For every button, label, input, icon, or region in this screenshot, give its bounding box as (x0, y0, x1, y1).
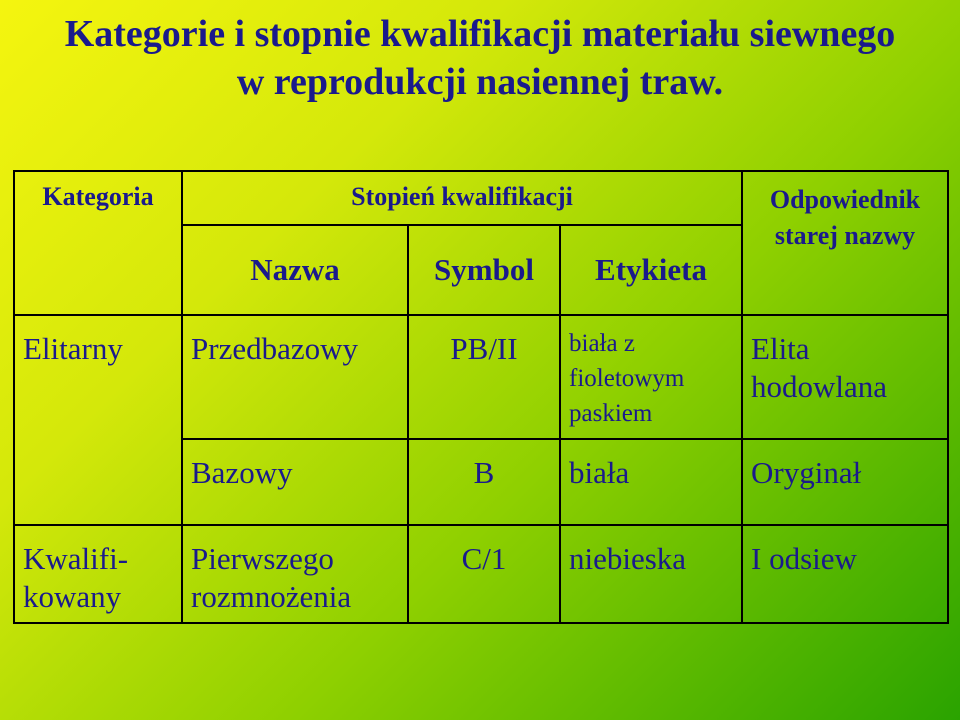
title-line-1: Kategorie i stopnie kwalifikacji materiału siewnego (64, 13, 896, 55)
header-odpowiednik: Odpowiednik starej nazwy (742, 171, 948, 315)
row1-nazwa: Przedbazowy (182, 315, 408, 439)
row3-odpowiednik: I odsiew (742, 525, 948, 623)
row1-symbol: PB/II (408, 315, 560, 439)
slide-title (0, 10, 960, 106)
title-line-2: w reprodukcji nasiennej traw. (236, 61, 724, 103)
row3-etykieta: niebieska (560, 525, 742, 623)
row2-odpowiednik: Oryginał (742, 439, 948, 525)
row2-symbol: B (408, 439, 560, 525)
row3-symbol: C/1 (408, 525, 560, 623)
header-kategoria: Kategoria (14, 171, 182, 315)
header-stopien: Stopień kwalifikacji (182, 171, 742, 225)
row2-etykieta: biała (560, 439, 742, 525)
row1-kategoria: Elitarny (14, 315, 182, 525)
row2-nazwa: Bazowy (182, 439, 408, 525)
row1-etykieta: biała z fioletowym paskiem (560, 315, 742, 439)
header-nazwa: Nazwa (182, 225, 408, 315)
header-etykieta: Etykieta (560, 225, 742, 315)
row3-nazwa: Pierwszego rozmnożenia (182, 525, 408, 623)
header-symbol: Symbol (408, 225, 560, 315)
row1-odpowiednik: Elita hodowlana (742, 315, 948, 439)
row3-kategoria: Kwalifi-kowany (14, 525, 182, 623)
qualification-table (13, 170, 949, 624)
